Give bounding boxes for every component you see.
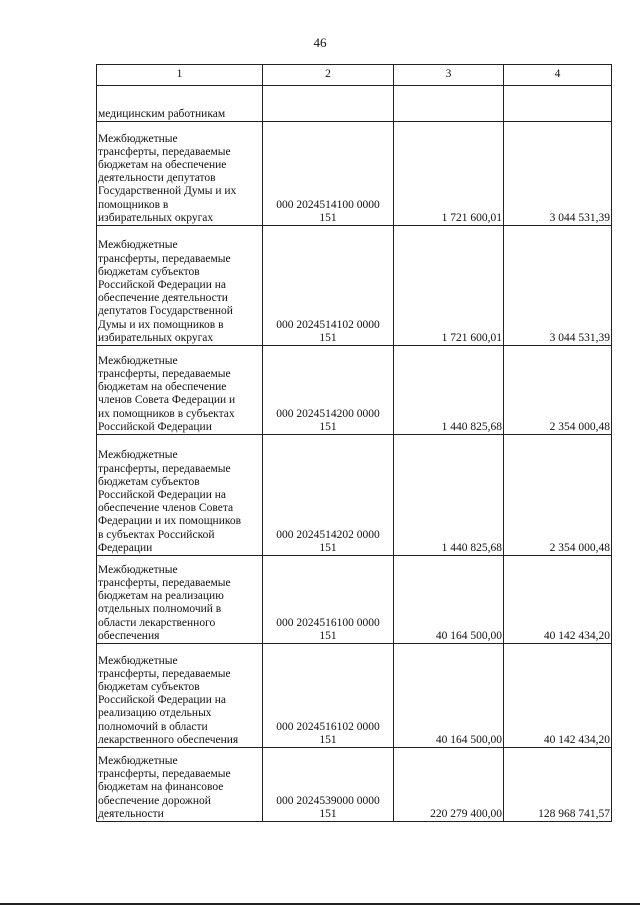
column-header-4: 4 xyxy=(504,65,612,86)
row-value-4-cell: 40 142 434,20 xyxy=(504,556,612,644)
row-name-cell: Межбюджетные трансферты, передаваемые бюджетам субъектов Российской Федерации на обеспечение членов Совета Федерации и их помощников в субъектах Российской Федерации xyxy=(97,435,263,556)
table-body xyxy=(97,65,612,822)
row-code-cell: 000 2024514200 0000 151 xyxy=(263,346,394,435)
row-value-3-cell: 1 440 825,68 xyxy=(394,346,504,435)
row-code-cell xyxy=(263,86,394,122)
row-name-cell: Межбюджетные трансферты, передаваемые бюджетам субъектов Российской Федерации на обеспечение деятельности депутатов Государственной Думы и их помощников в избирательных округах xyxy=(97,226,263,346)
table-row xyxy=(97,226,612,346)
row-value-3-cell xyxy=(394,86,504,122)
row-code-cell: 000 2024516100 0000 151 xyxy=(263,556,394,644)
budget-table xyxy=(96,64,612,822)
row-code-cell: 000 2024514102 0000 151 xyxy=(263,226,394,346)
row-value-3-cell: 40 164 500,00 xyxy=(394,644,504,748)
row-value-4-cell: 128 968 741,57 xyxy=(504,748,612,822)
page-number: 46 xyxy=(313,35,327,50)
row-code-cell: 000 2024514100 0000 151 xyxy=(263,122,394,226)
row-value-3-cell: 1 721 600,01 xyxy=(394,122,504,226)
row-code-cell: 000 2024539000 0000 151 xyxy=(263,748,394,822)
table-row xyxy=(97,644,612,748)
row-name-cell: Межбюджетные трансферты, передаваемые бюджетам на финансовое обеспечение дорожной деятельности xyxy=(97,748,263,822)
table-header-row xyxy=(97,65,612,86)
row-code-cell: 000 2024516102 0000 151 xyxy=(263,644,394,748)
row-value-4-cell xyxy=(504,86,612,122)
row-name-cell: медицинским работникам xyxy=(97,86,263,122)
table-row xyxy=(97,748,612,822)
row-value-3-cell: 40 164 500,00 xyxy=(394,556,504,644)
table-row xyxy=(97,122,612,226)
column-header-3: 3 xyxy=(394,65,504,86)
row-code-cell: 000 2024514202 0000 151 xyxy=(263,435,394,556)
row-value-4-cell: 2 354 000,48 xyxy=(504,435,612,556)
column-header-1: 1 xyxy=(97,65,263,86)
row-value-4-cell: 3 044 531,39 xyxy=(504,122,612,226)
column-header-2: 2 xyxy=(263,65,394,86)
row-value-4-cell: 3 044 531,39 xyxy=(504,226,612,346)
table-row xyxy=(97,435,612,556)
row-name-cell: Межбюджетные трансферты, передаваемые бюджетам на реализацию отдельных полномочий в области лекарственного обеспечения xyxy=(97,556,263,644)
table-row xyxy=(97,556,612,644)
row-value-3-cell: 1 721 600,01 xyxy=(394,226,504,346)
table-row xyxy=(97,86,612,122)
row-name-cell: Межбюджетные трансферты, передаваемые бюджетам на обеспечение деятельности депутатов Государственной Думы и их помощников в избирательных округах xyxy=(97,122,263,226)
row-name-cell: Межбюджетные трансферты, передаваемые бюджетам субъектов Российской Федерации на реализацию отдельных полномочий в области лекарственного обеспечения xyxy=(97,644,263,748)
table-row xyxy=(97,346,612,435)
row-value-4-cell: 2 354 000,48 xyxy=(504,346,612,435)
row-value-3-cell: 220 279 400,00 xyxy=(394,748,504,822)
row-value-3-cell: 1 440 825,68 xyxy=(394,435,504,556)
row-name-cell: Межбюджетные трансферты, передаваемые бюджетам на обеспечение членов Совета Федерации и их помощников в субъектах Российской Федерации xyxy=(97,346,263,435)
row-value-4-cell: 40 142 434,20 xyxy=(504,644,612,748)
